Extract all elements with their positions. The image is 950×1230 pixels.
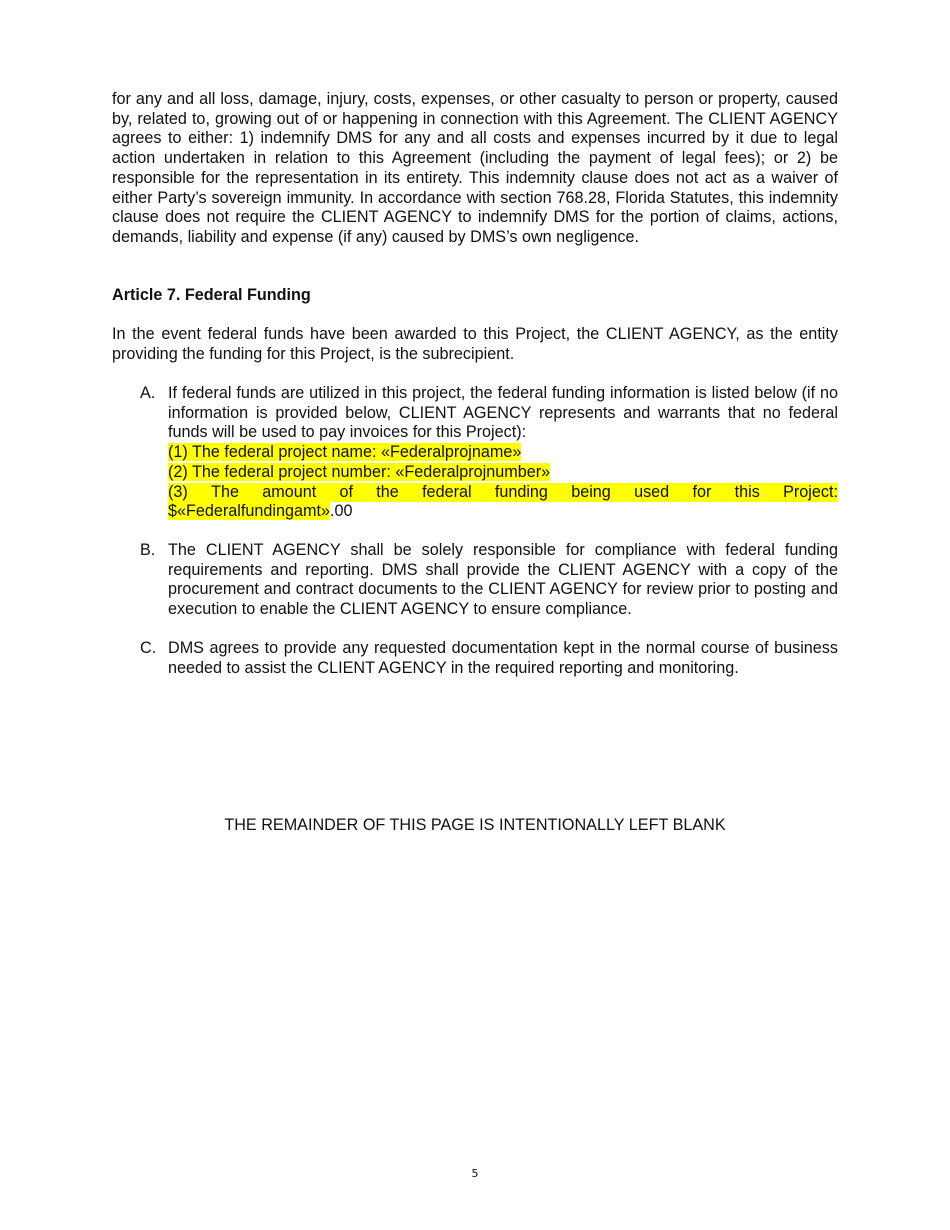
amount-line-word: being [571, 482, 611, 501]
federal-funding-amount-line [168, 483, 838, 503]
amount-line-word: for [692, 482, 712, 501]
amount-line-word: of [339, 482, 354, 501]
amount-line-word: (3) [168, 482, 188, 501]
amount-line-word: amount [262, 482, 317, 501]
amount-line-word: The [211, 482, 239, 501]
federal-project-number-field: (2) The federal project number: «Federalprojnumber» [168, 462, 551, 481]
list-marker-a: A. [140, 384, 156, 402]
federal-funding-amount-field: $«Federalfundingamt» [168, 502, 330, 521]
list-item-c [140, 639, 838, 678]
list-marker-b: B. [140, 541, 156, 559]
federal-funding-amount-value-line [168, 502, 838, 522]
blank-page-notice: THE REMAINDER OF THIS PAGE IS INTENTIONALLY LEFT BLANK [224, 816, 726, 834]
federal-project-name-field: (1) The federal project name: «Federalprojname» [168, 443, 522, 462]
amount-line-word: this [734, 482, 760, 501]
list-body-c: DMS agrees to provide any requested documentation kept in the normal course of business needed to assist the CLIENT AGENCY in the required reporting and monitoring. [168, 639, 838, 677]
list-body-b: The CLIENT AGENCY shall be solely responsible for compliance with federal funding requirements and reporting. DMS shall provide the CLIENT AGENCY with a copy of the procurement and contract documents to the CLIENT AGENCY for review prior to posting and execution to enable the CLIENT AGENCY to ensure compliance. [168, 541, 838, 619]
funding-paragraph: In the event federal funds have been awarded to this Project, the CLIENT AGENCY, as the entity providing the funding for this Project, is the subrecipient. [112, 325, 838, 363]
federal-funds-statement: If federal funds are utilized in this project, the federal funding information is listed below (if no information is provided below, CLIENT AGENCY represents and warrants that no federal funds will be used to pay invoices for this Project): [168, 384, 838, 442]
page-number: 5 [471, 1167, 479, 1180]
amount-line-word: federal [422, 482, 472, 501]
article-heading: Article 7. Federal Funding [112, 286, 311, 304]
amount-line-word: funding [494, 482, 548, 501]
indemnity-paragraph: for any and all loss, damage, injury, costs, expenses, or other casualty to person or property, caused by, related to, growing out of or happening in connection with this Agreement. The CLIENT AGENCY agrees to either: 1) indemnify DMS for any and all costs and expenses incurred by it due to legal action undertaken in relation to this Agreement (including the payment of legal fees); or 2) be responsible for the representation in its entirety. This indemnity clause does not act as a waiver of either Party’s sovereign immunity. In accordance with section 768.28, Florida Statutes, this indemnity clause does not require the CLIENT AGENCY to indemnify DMS for the portion of claims, actions, demands, liability and expense (if any) caused by DMS’s own negligence. [112, 90, 838, 246]
federal-funding-amount-suffix: .00 [330, 502, 353, 521]
federal-project-name-line [168, 443, 838, 463]
list-item-a [140, 384, 838, 522]
list-item-b [140, 541, 838, 620]
list-marker-c: C. [140, 639, 157, 657]
amount-line-word: used [634, 482, 670, 501]
amount-line-word: Project: [783, 482, 838, 501]
list-body-a [168, 384, 838, 522]
amount-line-word: the [376, 482, 399, 501]
federal-project-number-line [168, 463, 838, 483]
